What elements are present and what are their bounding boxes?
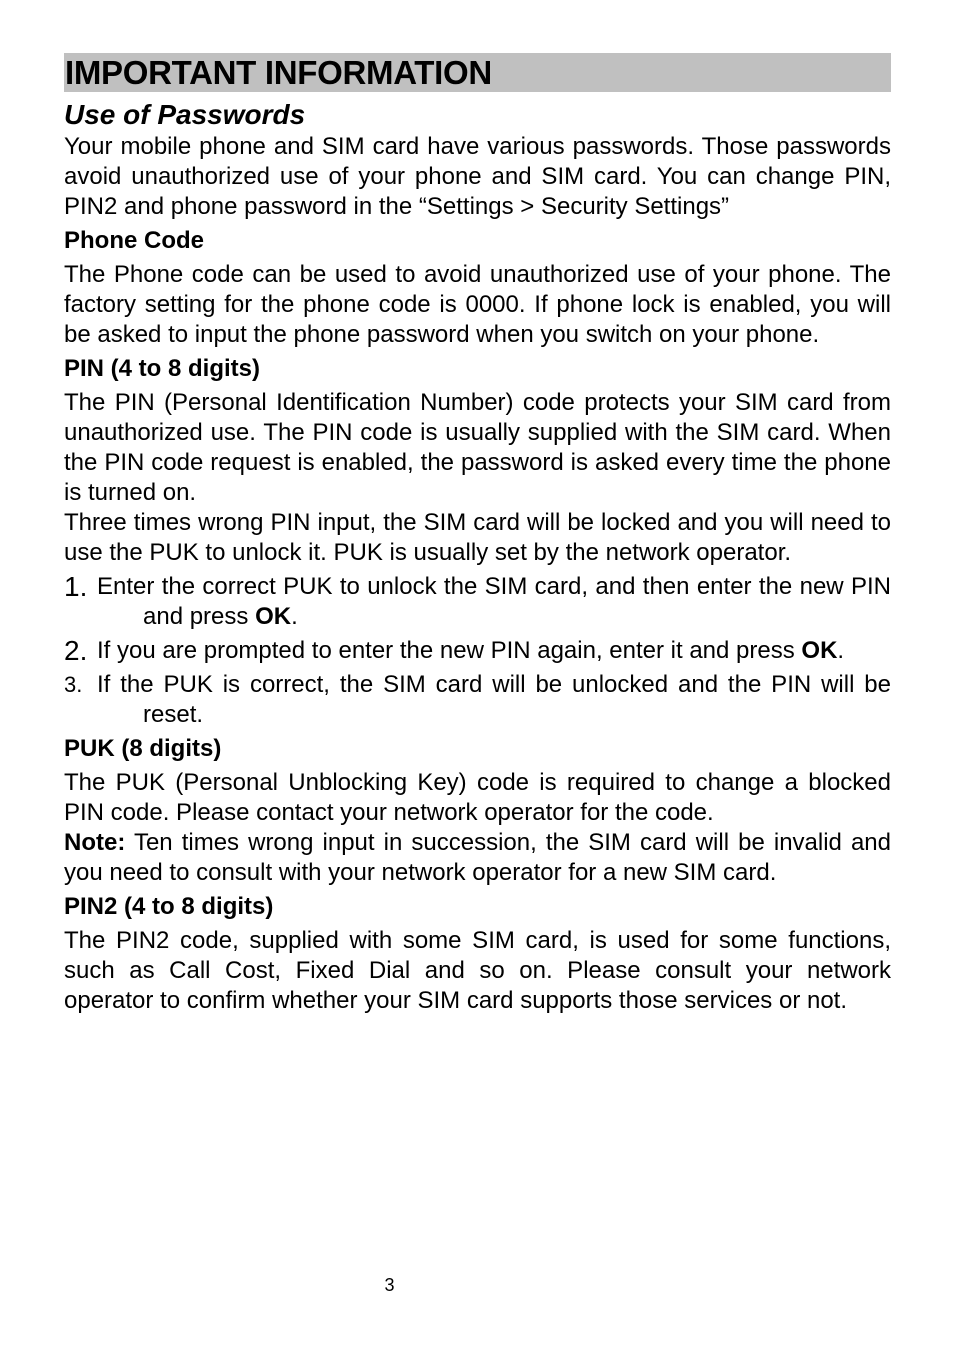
note-text: Ten times wrong input in succession, the SIM card will be invalid and you need to consult with your network operator for a new SIM card. xyxy=(64,829,891,886)
pin-paragraph-1: The PIN (Personal Identification Number) code protects your SIM card from unauthorized use. The PIN code is usually supplied with the SIM card. When the PIN code request is enabled, the password is asked every time the phone is turned on. xyxy=(64,389,891,506)
list-item-number: 1. xyxy=(64,571,88,602)
list-item-text: Enter the correct PUK to unlock the SIM card, and then enter the new PIN and press xyxy=(97,573,891,630)
note-label: Note: xyxy=(64,829,126,856)
section-subtitle: Use of Passwords xyxy=(64,99,306,130)
list-item-text: If the PUK is correct, the SIM card will be unlocked and the PIN will be reset. xyxy=(97,671,891,728)
pin-paragraph-2: Three times wrong PIN input, the SIM card will be locked and you will need to use the PUK to unlock it. PUK is usually set by the network operator. xyxy=(64,509,891,566)
manual-page xyxy=(64,53,891,1016)
list-item-text: If you are prompted to enter the new PIN again, enter it and press xyxy=(97,637,802,664)
list-item xyxy=(64,670,891,730)
list-item-number: 2. xyxy=(64,635,88,666)
list-item-number: 3. xyxy=(64,672,83,697)
ok-key-label: OK xyxy=(255,603,292,630)
phone-code-paragraph: The Phone code can be used to avoid unauthorized use of your phone. The factory setting for the phone code is 0000. If phone lock is enabled, you will be asked to input the phone password when you switch on your phone. xyxy=(64,261,891,348)
puk-heading: PUK (8 digits) xyxy=(64,735,222,762)
list-item xyxy=(64,572,891,632)
pin2-heading: PIN2 (4 to 8 digits) xyxy=(64,893,274,920)
pin2-paragraph: The PIN2 code, supplied with some SIM card, is used for some functions, such as Call Cost, Fixed Dial and so on. Please consult your network operator to confirm whether your SIM card supports those services or not. xyxy=(64,927,891,1014)
pin-heading: PIN (4 to 8 digits) xyxy=(64,355,261,382)
list-item-end: . xyxy=(837,637,845,664)
ok-key-label: OK xyxy=(801,637,838,664)
puk-steps-list xyxy=(64,572,891,730)
section-banner-title: IMPORTANT INFORMATION xyxy=(64,53,891,92)
intro-paragraph: Your mobile phone and SIM card have various passwords. Those passwords avoid unauthorized use of your phone and SIM card. You can change PIN, PIN2 and phone password in the “Settings > Security Settings” xyxy=(64,133,891,220)
page-number: 3 xyxy=(384,1275,395,1295)
list-item-end: . xyxy=(291,603,298,630)
puk-note xyxy=(64,828,891,888)
phone-code-heading: Phone Code xyxy=(64,227,205,254)
puk-paragraph: The PUK (Personal Unblocking Key) code is required to change a blocked PIN code. Please contact your network operator for the code. xyxy=(64,769,891,826)
list-item xyxy=(64,636,891,666)
